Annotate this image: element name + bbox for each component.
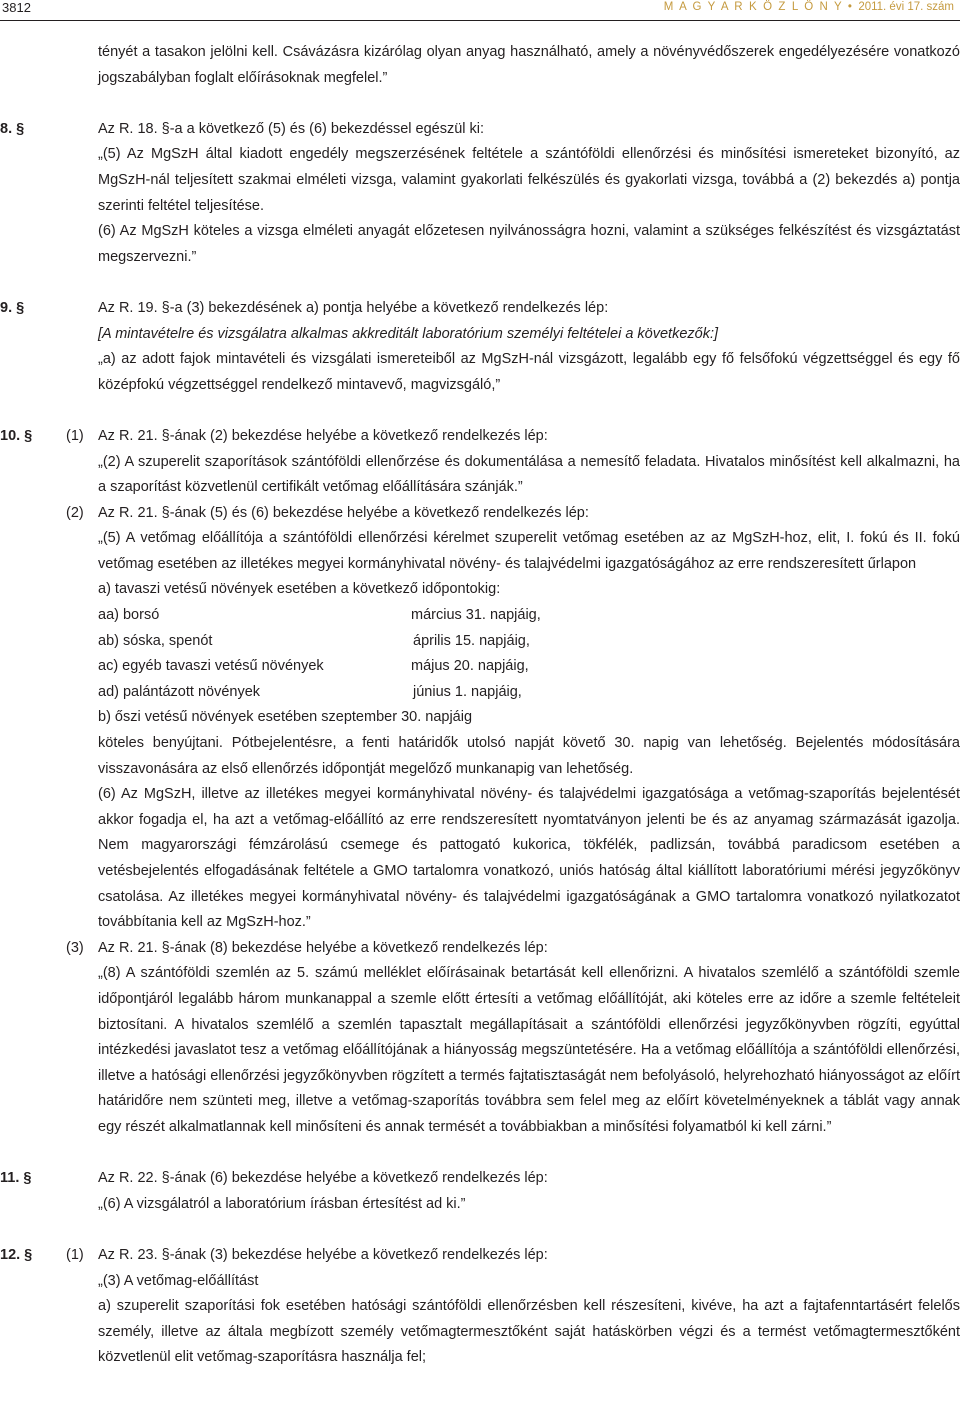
quoted-paragraph: „(8) A szántóföldi szemlén az 5. számú melléklet előírásainak betartását kell ellenőrizni. A hivatalos szemlélő a szántóföldi szemle időpontjáról legalább három munkanappal a szemle előtt értesíti a vetőmag előállítóját, aki köteles erre az időre a szemle feltételeit biztosítani. A hivatalos szemlélő a szemlén tapasztalt megállapításait a szántóföldi ellenőrzési jegyzőkönyvben rögzíti, egyúttal intézkedési javaslatot tesz a vetőmag előállítójának a hiányosság megszüntetésére. Ha a vetőmag előállítója a szántóföldi ellenőrzési, illetve a hatósági ellenőrzési jegyzőkönyvben rögzített a termés fajtatisztaságát nem befolyásoló, helyrehozható hiányosságot az előírt határidőre nem szünteti meg, illetve a vetőmag-szaporítás továbbra sem felel meg az előírt követelményeknek a táblát vagy annak egy részét alkalmatlannak kell minősíteni és annak termését a továbbiakban a minősítési folyamatból ki kell zárni.”	[98, 965, 960, 1135]
section-text: Az R. 19. §-a (3) bekezdésének a) pontja helyébe a következő rendelkezés lép:	[98, 299, 609, 316]
subsection-text: Az R. 21. §-ának (5) és (6) bekezdése helyébe a következő rendelkezés lép:	[98, 504, 589, 521]
subsection-text: Az R. 21. §-ának (2) bekezdése helyébe a következő rendelkezés lép:	[98, 427, 548, 444]
journal-title: M A G Y A R K Ö Z L Ö N Y • 2011. évi 17. szám	[663, 1, 954, 13]
quoted-paragraph: „(5) A vetőmag előállítója a szántóföldi ellenőrzési kérelmet szuperelit vetőmag esetében az az MgSzH-hoz, elit, I. fokú és II. fokú vetőmag esetében az illetékes megyei kormányhivatal növény- és talajvédelmi igazgatóságához az erre rendszeresített űrlapon	[98, 530, 960, 572]
subsection-label: (2)	[66, 504, 84, 521]
subsection-1	[0, 424, 960, 501]
quoted-paragraph: „a) az adott fajok mintavételi és vizsgálati ismereteiből az MgSzH-nál vizsgázott, legalább egy fő felsőfokú végzettséggel és egy fő középfokú végzettséggel rendelkező mintavevő, magvizsgáló,”	[98, 351, 960, 393]
quoted-paragraph: „(6) A vizsgálatról a laboratórium írásban értesítést ad ki.”	[98, 1195, 466, 1212]
section-12	[0, 1243, 960, 1371]
page-header	[0, 0, 960, 22]
schedule-row	[0, 680, 960, 706]
section-8	[0, 117, 960, 271]
section-10	[0, 424, 960, 1141]
intro-paragraph: tényét a tasakon jelölni kell. Csávázásra kizárólag olyan anyag használható, amely a növényvédőszerek engedélyezésére vonatkozó jogszabályban foglalt előírásoknak megfelel.”	[98, 44, 960, 86]
subsection-2	[0, 501, 960, 936]
header-divider	[0, 20, 960, 21]
subsection-label: (3)	[66, 939, 84, 956]
page-number: 3812	[2, 0, 31, 15]
quoted-paragraph: „(5) Az MgSzH által kiadott engedély megszerzésének feltétele a szántóföldi ellenőrzési és minősítési ismereteket bizonyító, az MgSzH-nál teljesített szakmai elméleti vizsga, valamint gyakorlati felkészülés és gyakorlati vizsga, továbbá a (2) bekezdés a) pontja szerinti feltétel teljesítése.	[98, 146, 960, 214]
paragraph-tail: köteles benyújtani. Pótbejelentésre, a fenti határidők utolsó napját követő 30. napig van lehetőség. Bejelentés módosítására visszavonására az első ellenőrzés időpontját megelőző munkanapig van lehetőség.	[98, 735, 960, 777]
italic-context: [A mintavételre és vizsgálatra alkalmas akkreditált laboratórium személyi feltételei a következők:]	[98, 325, 719, 342]
list-point-a: a) szuperelit szaporítási fok esetében hatósági szántóföldi ellenőrzésben kell részesíteni, kivéve, ha azt a fajtafenntartásért felelős személy, illetve az általa megbízott személy vetőmagtermesztőként saját hatáskörben végzi és a termést vetőmagtermesztőként közvetlenül elit vetőmag-szaporításra használja fel;	[98, 1298, 960, 1366]
section-11	[0, 1166, 960, 1217]
issue-label: 2011. évi 17. szám	[858, 1, 954, 13]
subsection-label: (1)	[66, 1246, 84, 1263]
section-number: 11. §	[0, 1170, 32, 1187]
subsection-text: Az R. 23. §-ának (3) bekezdése helyébe a következő rendelkezés lép:	[98, 1246, 548, 1263]
quoted-paragraph: (6) Az MgSzH, illetve az illetékes megyei kormányhivatal növény- és talajvédelmi igazgatósága a vetőmag-szaporítás bejelentését akkor fogadja el, ha azt a vetőmag-előállító az erre rendszeresített nyomtatványon jelenti be és az anyamag származását igazolja. Nem magyarországi fémzárolású csemege és pattogató kukorica, tökfélék, padlizsán, továbbá paradicsom esetében a vetésbejelentés elfogadásának feltétele a GMO tartalomra vonatkozó, uniós hatóság által kiállított laboratóriumi mérési jegyzőkönyv csatolása. Az illetékes megyei kormányhivatal növény- és talajvédelmi igazgatóságának a GMO tartalomra vonatkozó nyilatkozatot továbbítania kell az MgSzH-hoz.”	[98, 786, 960, 931]
section-text: Az R. 22. §-ának (6) bekezdése helyébe a következő rendelkezés lép:	[98, 1170, 548, 1187]
section-number: 10. §	[0, 427, 33, 444]
quoted-paragraph: „(2) A szuperelit szaporítások szántóföldi ellenőrzése és dokumentálása a nemesítő feladata. Hivatalos minősítést kell alkalmazni, ha a szaporítást közvetlenül certifikált vetőmag előállítására szánják.”	[98, 453, 960, 496]
schedule-date: május 20. napjáig,	[411, 658, 529, 675]
quoted-paragraph: „(3) A vetőmag-előállítást	[98, 1272, 259, 1289]
schedule-crop: ad) palántázott növények	[98, 683, 261, 700]
section-text: Az R. 18. §-a a következő (5) és (6) bekezdéssel egészül ki:	[98, 120, 485, 137]
schedule-row	[0, 654, 960, 680]
schedule-crop: ab) sóska, spenót	[98, 632, 213, 649]
list-point-b: b) őszi vetésű növények esetében szeptember 30. napjáig	[98, 709, 473, 726]
document-body	[0, 40, 960, 1371]
quoted-paragraph: (6) Az MgSzH köteles a vizsga elméleti anyagát előzetesen nyilvánosságra hozni, valamint a szükséges felkészítést és vizsgáztatást megszervezni.”	[98, 223, 960, 265]
section-9	[0, 296, 960, 398]
subsection-text: Az R. 21. §-ának (8) bekezdése helyébe a következő rendelkezés lép:	[98, 939, 548, 956]
schedule-date: március 31. napjáig,	[411, 607, 541, 624]
section-number: 12. §	[0, 1246, 33, 1263]
schedule-crop: ac) egyéb tavaszi vetésű növények	[98, 658, 324, 675]
section-number: 8. §	[0, 120, 25, 137]
schedule-date: április 15. napjáig,	[413, 632, 530, 649]
section-number: 9. §	[0, 299, 25, 316]
list-point-a: a) tavaszi vetésű növények esetében a következő időpontokig:	[98, 581, 501, 598]
schedule-row	[0, 629, 960, 655]
schedule-date: június 1. napjáig,	[413, 683, 522, 700]
schedule-crop: aa) borsó	[98, 607, 160, 624]
subsection-label: (1)	[66, 427, 84, 444]
subsection-3	[0, 936, 960, 1141]
schedule-row	[0, 603, 960, 629]
